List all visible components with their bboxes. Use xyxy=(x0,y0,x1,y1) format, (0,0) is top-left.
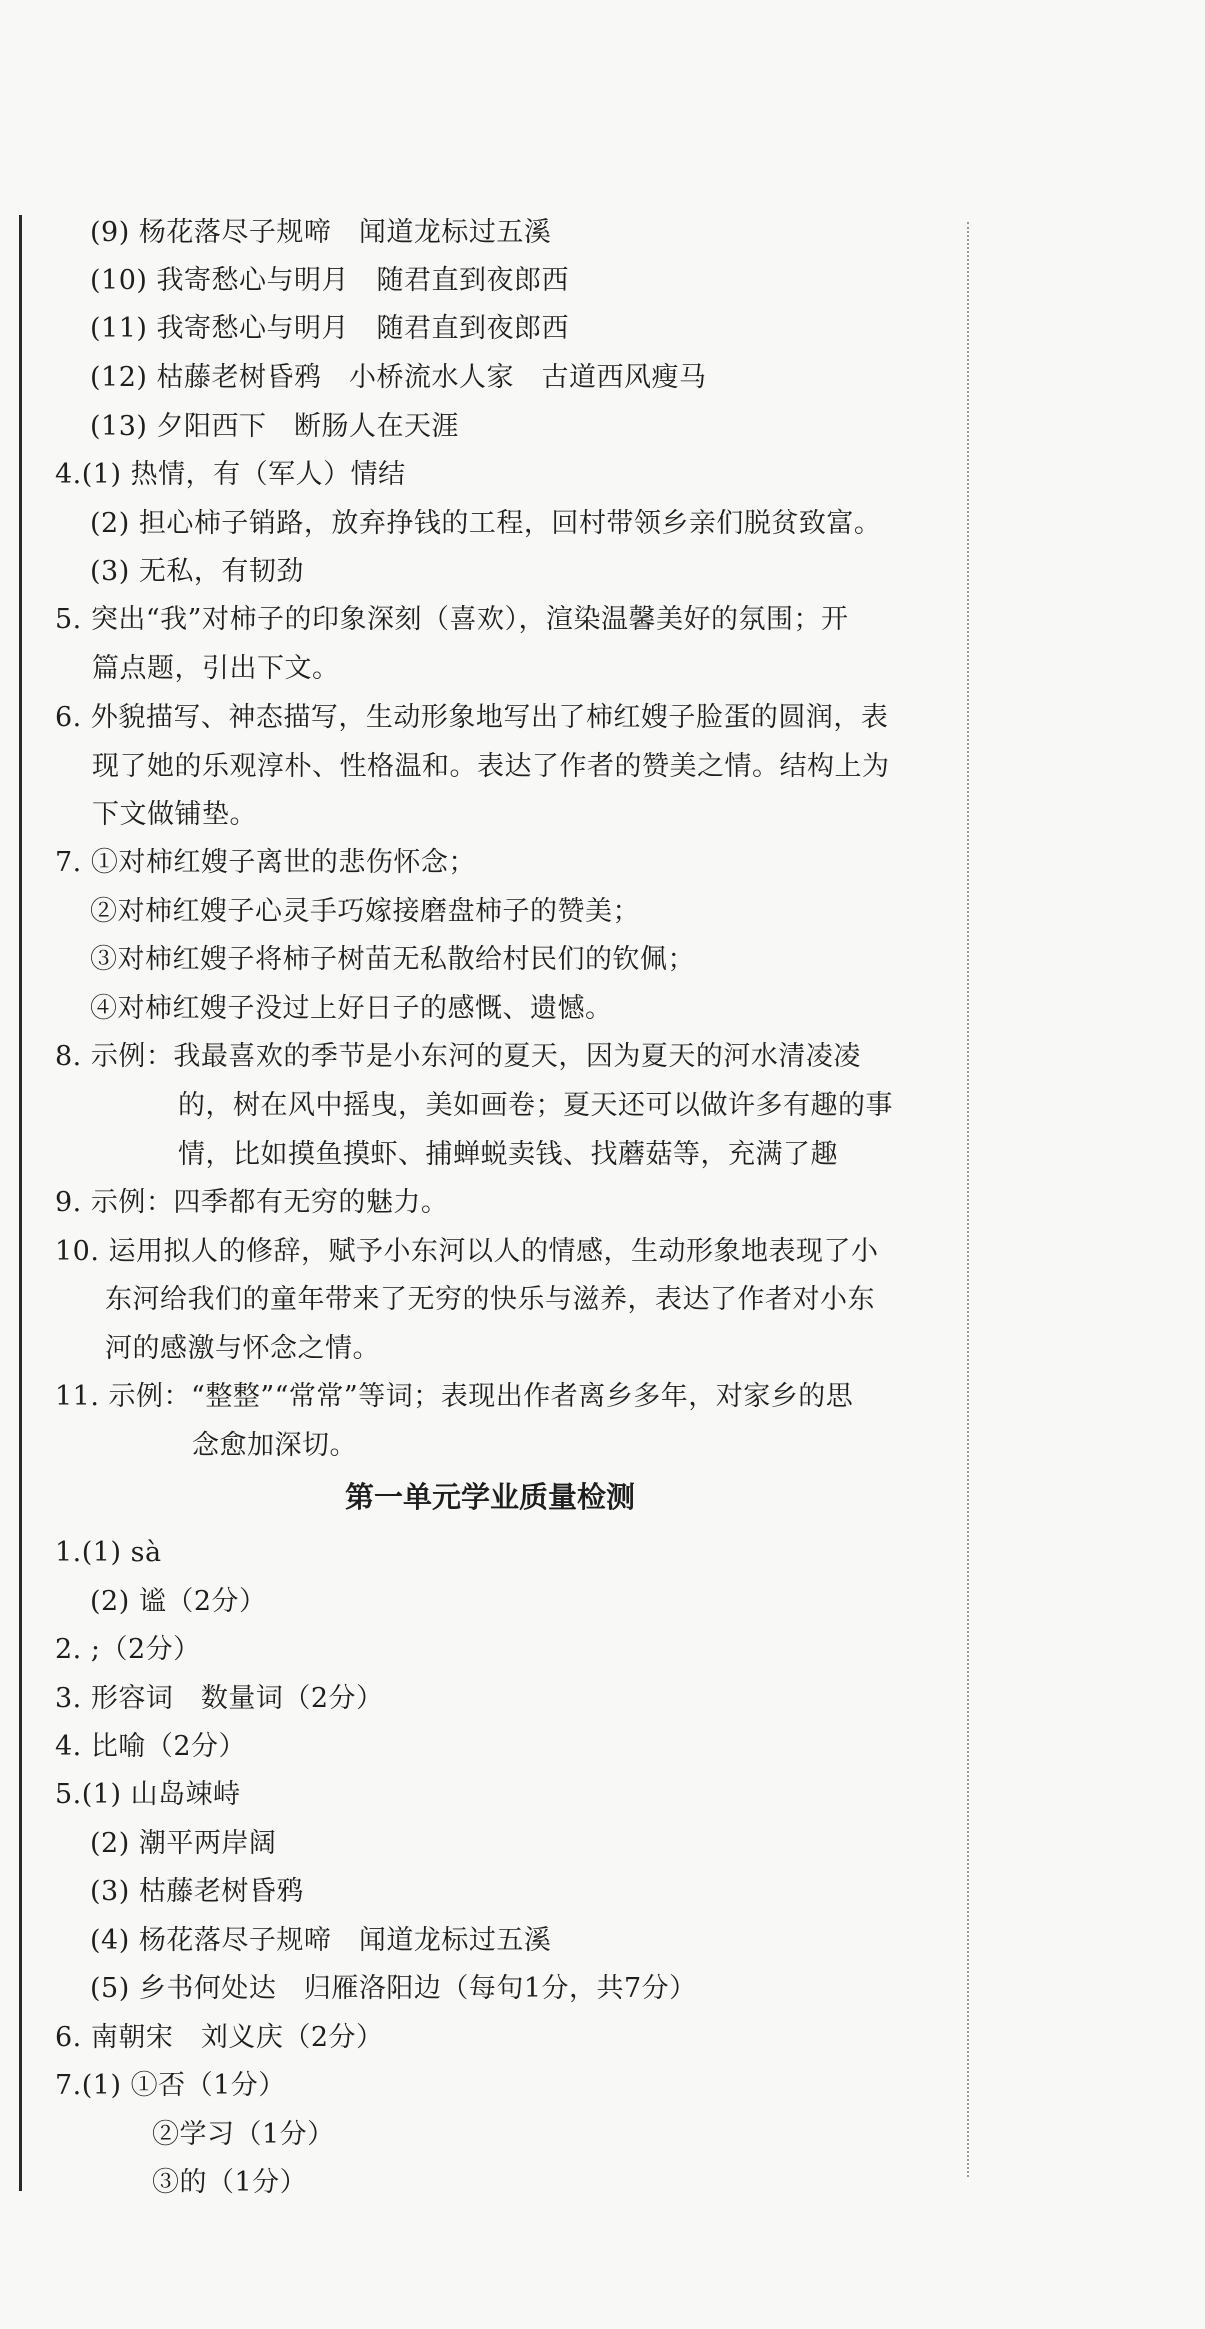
answer-line: 5.(1) 山岛竦峙 xyxy=(55,1779,241,1810)
answer-line: 10. 运用拟人的修辞，赋予小东河以人的情感，生动形象地表现了小 xyxy=(55,1236,879,1267)
answer-line: (10) 我寄愁心与明月 随君直到夜郎西 xyxy=(90,265,570,296)
answer-line: 篇点题，引出下文。 xyxy=(92,653,340,684)
answer-line: 下文做铺垫。 xyxy=(92,799,257,830)
answer-line: 8. 示例：我最喜欢的季节是小东河的夏天，因为夏天的河水清凌凌 xyxy=(55,1041,861,1072)
answer-line: 6. 南朝宋 刘义庆（2分） xyxy=(55,2022,384,2053)
answer-line: (3) 无私，有韧劲 xyxy=(90,556,304,587)
right-dotted-rule xyxy=(967,222,969,2177)
answer-line: 3. 形容词 数量词（2分） xyxy=(55,1683,384,1714)
answer-line: 9. 示例：四季都有无穷的魅力。 xyxy=(55,1187,449,1218)
answer-line: (12) 枯藤老树昏鸦 小桥流水人家 古道西风瘦马 xyxy=(90,362,707,393)
answer-line: 现了她的乐观淳朴、性格温和。表达了作者的赞美之情。结构上为 xyxy=(92,751,890,782)
answer-line: 1.(1) sà xyxy=(55,1537,162,1568)
answer-line: (3) 枯藤老树昏鸦 xyxy=(90,1876,304,1907)
answer-line: 东河给我们的童年带来了无穷的快乐与滋养，表达了作者对小东 xyxy=(105,1284,875,1315)
answer-line: 4. 比喻（2分） xyxy=(55,1731,247,1762)
answer-line: ②对柿红嫂子心灵手巧嫁接磨盘柿子的赞美； xyxy=(90,896,640,927)
answer-line: ③对柿红嫂子将柿子树苗无私散给村民们的钦佩； xyxy=(90,944,695,975)
answer-line: ②学习（1分） xyxy=(152,2119,335,2150)
answer-line: 的，树在风中摇曳，美如画卷；夏天还可以做许多有趣的事 xyxy=(178,1090,893,1121)
answer-line: (4) 杨花落尽子规啼 闻道龙标过五溪 xyxy=(90,1925,552,1956)
answer-line: (2) 谧（2分） xyxy=(90,1586,267,1617)
answer-line: (9) 杨花落尽子规啼 闻道龙标过五溪 xyxy=(90,217,552,248)
answer-line: ③的（1分） xyxy=(152,2167,308,2198)
answer-line: 念愈加深切。 xyxy=(192,1430,357,1461)
section-title: 第一单元学业质量检测 xyxy=(344,1480,635,1514)
answer-line: (5) 乡书何处达 归雁洛阳边（每句1分，共7分） xyxy=(90,1973,697,2004)
answer-line: (11) 我寄愁心与明月 随君直到夜郎西 xyxy=(90,313,570,344)
answer-line: 2. ;（2分） xyxy=(55,1634,201,1665)
answer-line: 5. 突出“我”对柿子的印象深刻（喜欢），渲染温馨美好的氛围；开 xyxy=(55,604,849,635)
answer-line: 11. 示例：“整整”“常常”等词；表现出作者离乡多年，对家乡的思 xyxy=(55,1381,854,1412)
left-margin-rule xyxy=(19,215,22,2191)
answer-line: (13) 夕阳西下 断肠人在天涯 xyxy=(90,411,460,442)
answer-line: ④对柿红嫂子没过上好日子的感慨、遗憾。 xyxy=(90,993,613,1024)
answer-line: 6. 外貌描写、神态描写，生动形象地写出了柿红嫂子脸蛋的圆润，表 xyxy=(55,702,889,733)
answer-line: 河的感激与怀念之情。 xyxy=(105,1333,380,1364)
answer-line: (2) 担心柿子销路，放弃挣钱的工程，回村带领乡亲们脱贫致富。 xyxy=(90,508,882,539)
answer-line: 7.(1) ①否（1分） xyxy=(55,2070,286,2101)
answer-line: 情，比如摸鱼摸虾、捕蝉蜕卖钱、找蘑菇等，充满了趣 xyxy=(178,1139,838,1170)
answer-line: (2) 潮平两岸阔 xyxy=(90,1828,277,1859)
answer-line: 4.(1) 热情，有（军人）情结 xyxy=(55,459,406,490)
answer-line: 7. ①对柿红嫂子离世的悲伤怀念； xyxy=(55,847,476,878)
